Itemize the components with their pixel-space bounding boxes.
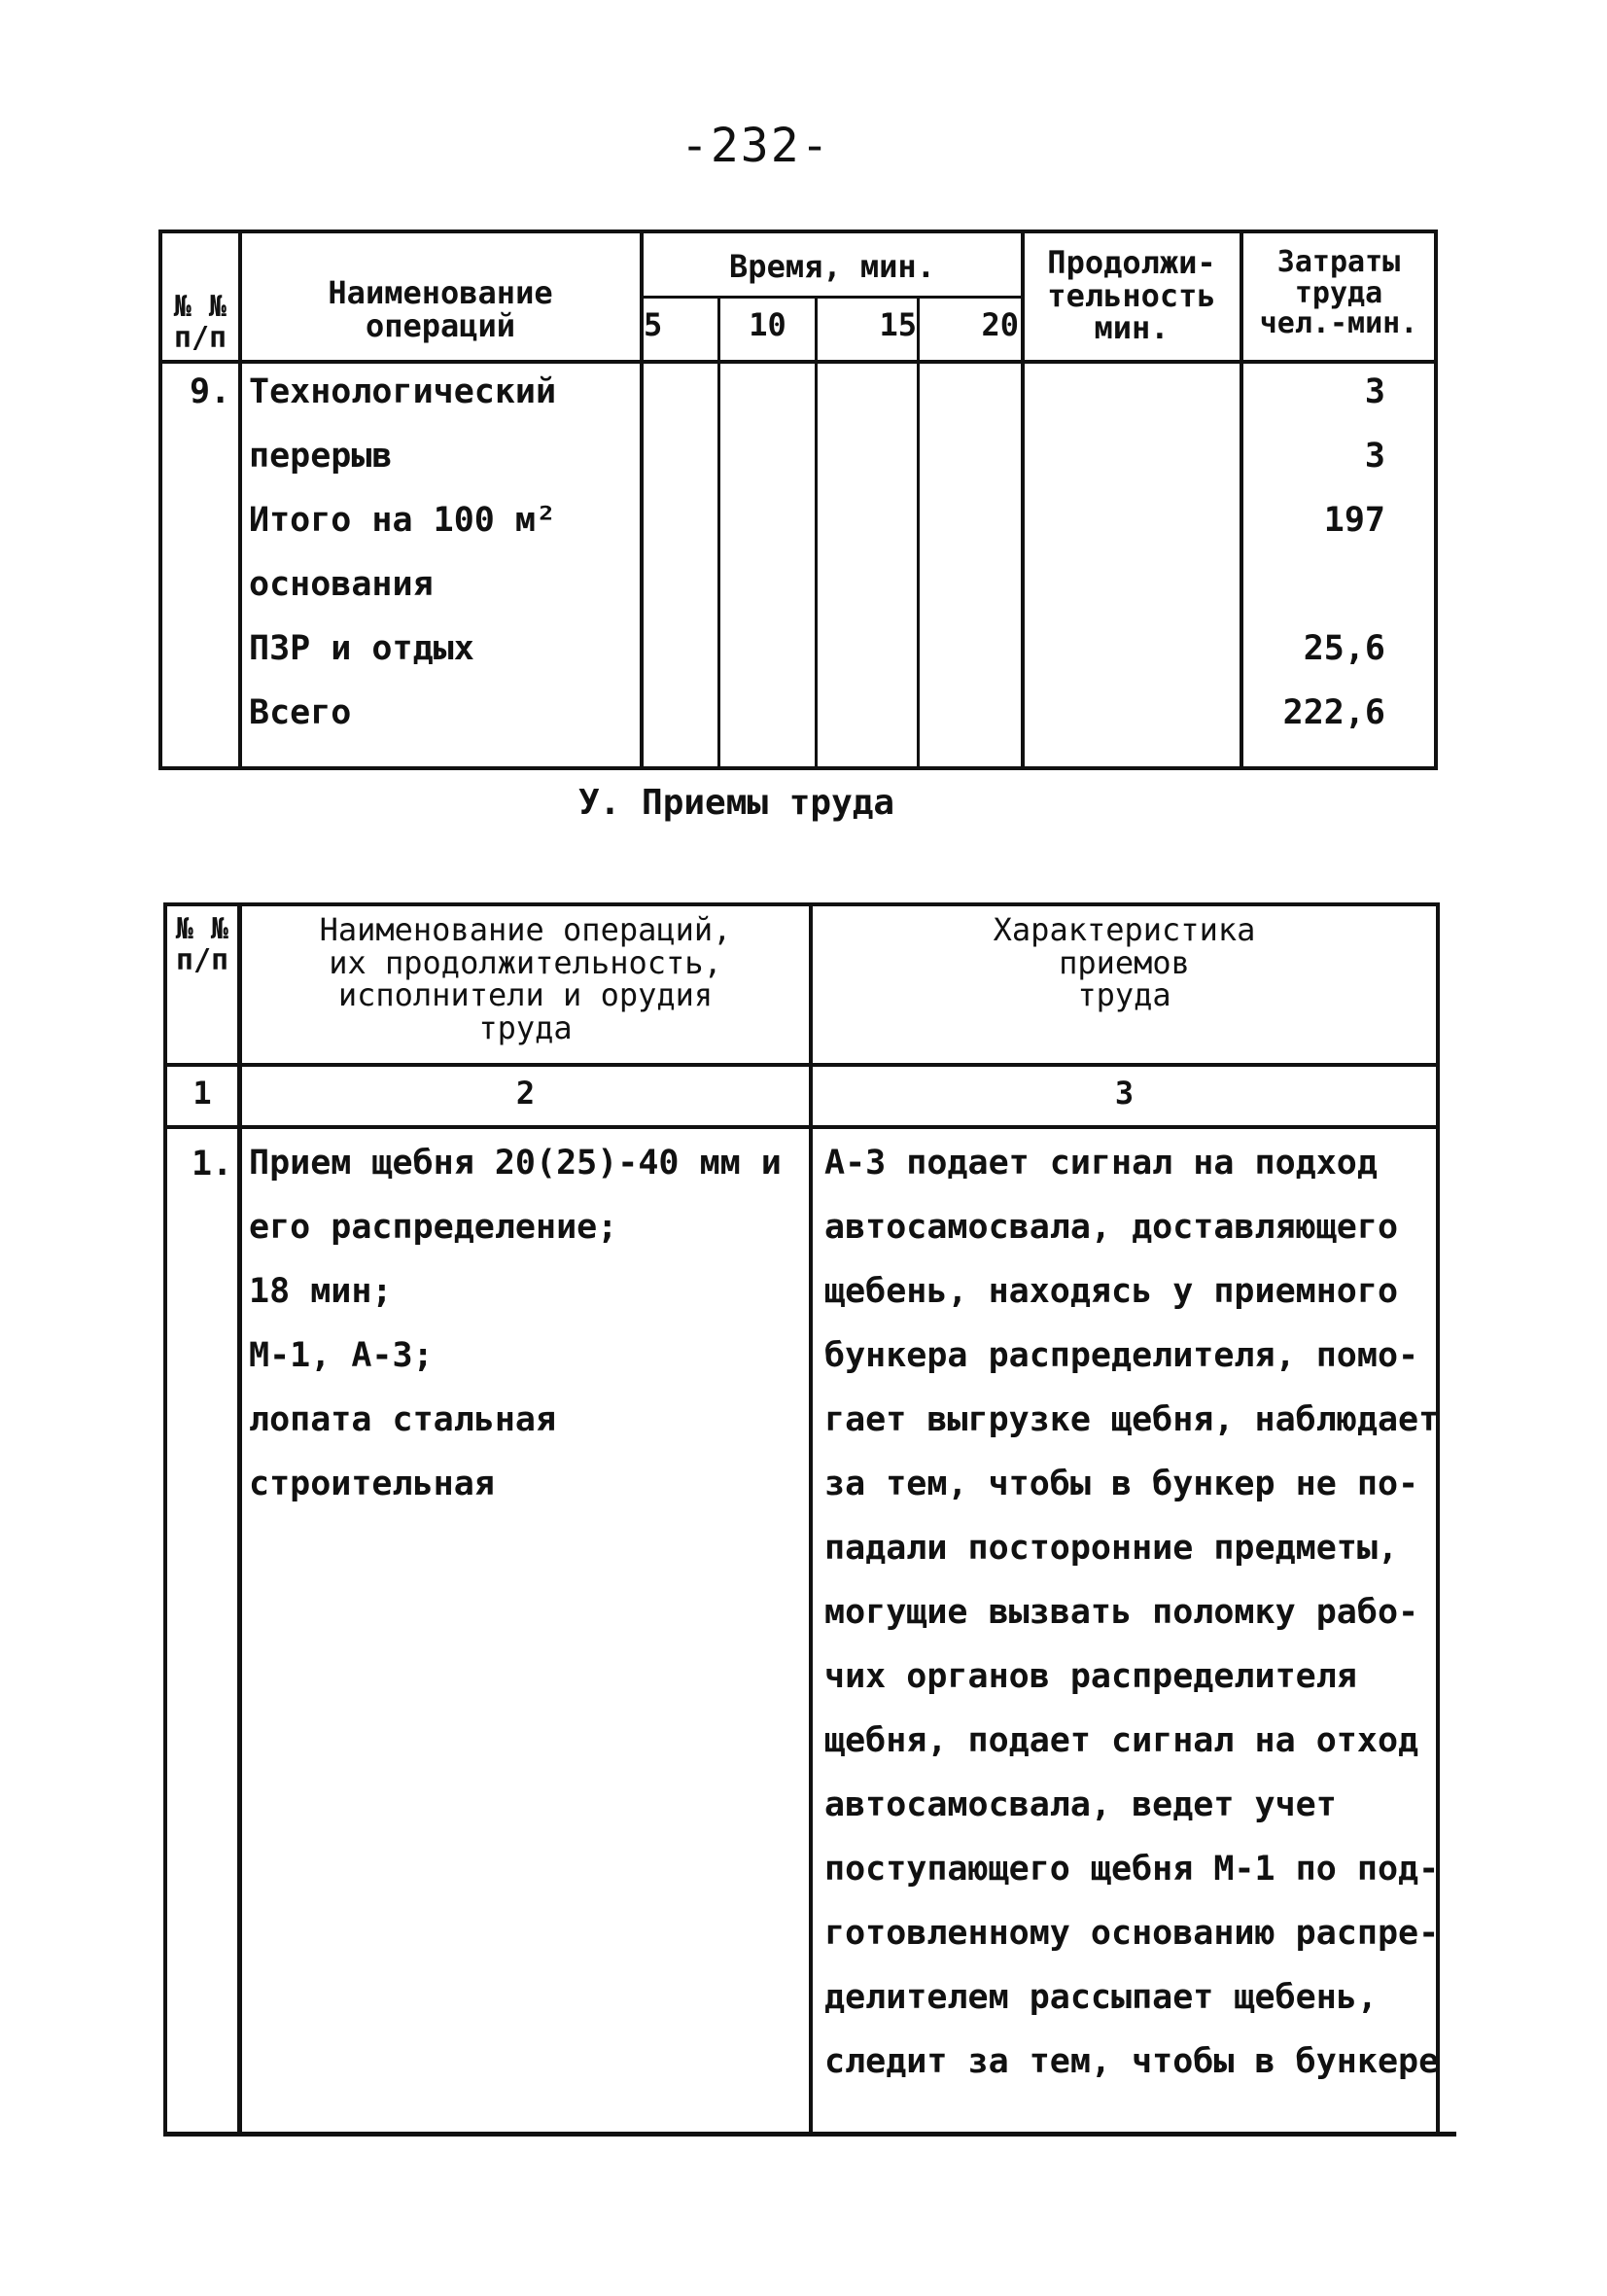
table1-row-number: 9. [190,372,231,411]
table1-row-name: основания [249,565,434,604]
characteristic-line: падали посторонние предметы, [824,1529,1399,1568]
characteristic-line: А-3 подает сигнал на подход [824,1144,1378,1183]
table2-row-number: 1. [192,1145,233,1183]
table1-row-labor: 3 [1364,437,1385,476]
table1-right-border [1434,230,1438,770]
table1-header-time-5: 5 [644,306,663,343]
table1-header-labor: Затраты труда чел.-мин. [1259,245,1418,340]
characteristic-line: следит за тем, чтобы в бункере [824,2042,1440,2081]
table2-header-divider [163,1063,1440,1067]
table1-row-labor: 25,6 [1303,629,1385,668]
table1-row-labor: 3 [1364,372,1385,411]
section-caption: У. Приемы труда [578,783,895,823]
table1-left-border [158,230,162,770]
table1-top-border [158,230,1438,233]
table2-header-num: № № п/п [175,912,229,977]
characteristic-line: поступающего щебня М-1 по под- [824,1850,1440,1889]
characteristic-line: чих органов распределителя [824,1657,1357,1696]
operation-line: 18 мин; [249,1272,393,1311]
table2-colnum-1: 1 [192,1075,212,1112]
table1-bottom-border [158,766,1438,770]
table1-row-labor [1243,552,1385,617]
operation-line: его распределение; [249,1208,618,1247]
table1-row-name: Технологический [249,372,557,411]
table1-header-time-20: 20 [981,306,1019,343]
characteristic-line: могущие вызвать поломку рабо- [824,1593,1419,1632]
operation-line: лопата стальная [249,1400,557,1439]
table1-col-line [717,296,720,770]
characteristic-line: бункера распределителя, помо- [824,1336,1419,1375]
characteristic-line: щебень, находясь у приемного [824,1272,1399,1311]
characteristic-line: за тем, чтобы в бункер не по- [824,1465,1419,1503]
table2-numbers-divider [163,1125,1440,1129]
table2-top-border [163,902,1440,906]
table1-row-name: перерыв [249,437,393,476]
table2-operation-column [249,1131,782,1516]
operation-line: М-1, А-3; [249,1336,434,1375]
table2-colnum-2: 2 [515,1075,536,1112]
table1-header-time: Время, мин. [729,248,935,285]
table1-header-num: № № п/п [173,290,227,355]
table1-header-name: Наименование операций [328,274,553,344]
operation-line: строительная [249,1465,495,1503]
table1-header-time-15: 15 [879,306,917,343]
characteristic-line: автосамосвала, ведет учет [824,1785,1337,1824]
operation-line: Прием щебня 20(25)-40 мм и [249,1144,782,1183]
table2-header-characteristic: Характеристика приемов труда [993,911,1256,1014]
table1-name-column [249,360,556,745]
table1-labor-column [1243,360,1385,745]
table1-header-duration: Продолжи- тельность мин. [1047,244,1216,347]
table1-row-labor: 222,6 [1282,693,1385,732]
table2-characteristic-column [824,1131,1439,2094]
characteristic-line: щебня, подает сигнал на отход [824,1721,1419,1760]
table1-row-name: Всего [249,693,352,732]
page-number: -232- [681,119,831,173]
table2-header-operation: Наименование операций, их продолжительность, исполнители и орудия труда [319,911,732,1046]
table1-col-line [238,230,242,770]
table1-row-name: Итого на 100 м² [249,501,557,540]
characteristic-line: делителем рассыпает щебень, [824,1978,1378,2017]
characteristic-line: готовленному основанию распре- [824,1914,1440,1953]
table1-col-line [815,296,818,770]
table1-time-divider [642,296,1023,299]
characteristic-line: автосамосвала, доставляющего [824,1208,1399,1247]
characteristic-line: гает выгрузке щебня, наблюдает [824,1400,1440,1439]
table1-col-line [917,296,920,770]
table2-colnum-3: 3 [1114,1075,1135,1112]
table1-row-labor: 197 [1323,501,1385,540]
table1-row-name: ПЗР и отдых [249,629,474,668]
table1-header-time-10: 10 [749,306,786,343]
